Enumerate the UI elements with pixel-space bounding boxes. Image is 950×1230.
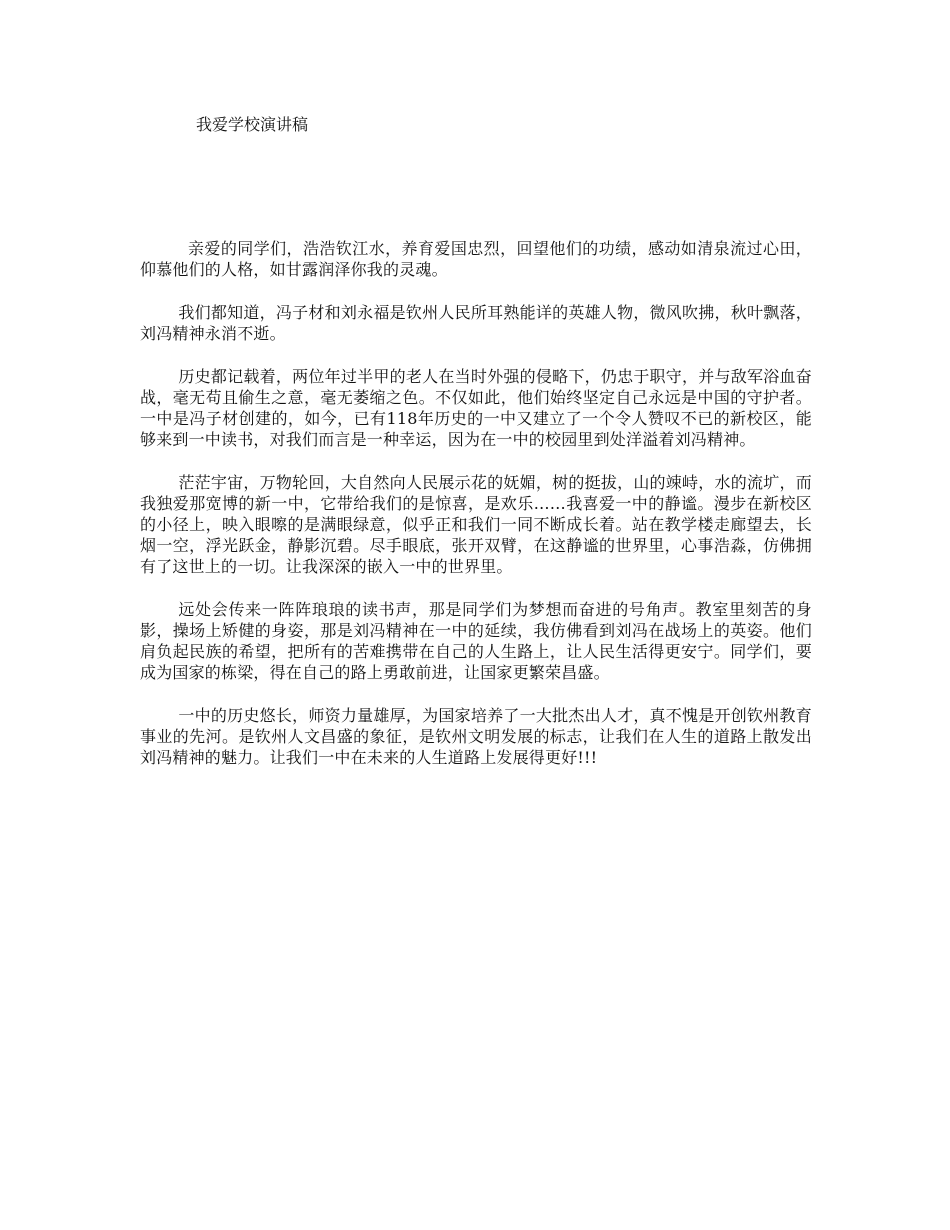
paragraph-1: 亲爱的同学们，浩浩钦江水，养育爱国忠烈，回望他们的功绩，感动如清泉流过心田，仰慕他们的人格，如甘露润泽你我的灵魂。 [140,239,812,279]
document-title: 我爱学校演讲稿 [196,115,309,134]
paragraph-2: 我们都知道，冯子材和刘永福是钦州人民所耳熟能详的英雄人物，微风吹拂，秋叶飘落，刘冯精神永消不逝。 [140,303,812,343]
paragraph-6: 一中的历史悠长，师资力量雄厚，为国家培养了一大批杰出人才，真不愧是开创钦州教育事业的先河。是钦州人文昌盛的象征，是钦州文明发展的标志，让我们在人生的道路上散发出刘冯精神的魅力。让我们一中在未来的人生道路上发展得更好!!! [140,706,812,767]
paragraph-3: 历史都记载着，两位年过半甲的老人在当时外强的侵略下，仍忠于职守，并与敌军浴血奋战，毫无苟且偷生之意，毫无萎缩之色。不仅如此，他们始终坚定自己永远是中国的守护者。一中是冯子材创建的，如今，已有118年历史的一中又建立了一个令人赞叹不已的新校区，能够来到一中读书，对我们而言是一种幸运，因为在一中的校园里到处洋溢着刘冯精神。 [140,367,812,449]
paragraph-5: 远处会传来一阵阵琅琅的读书声，那是同学们为梦想而奋进的号角声。教室里刻苦的身影，操场上矫健的身姿，那是刘冯精神在一中的延续，我仿佛看到刘冯在战场上的英姿。他们肩负起民族的希望，把所有的苦难携带在自己的人生路上，让人民生活得更安宁。同学们，要成为国家的栋梁，得在自己的路上勇敢前进，让国家更繁荣昌盛。 [140,600,812,682]
document-body [140,238,812,790]
paragraph-4: 茫茫宇宙，万物轮回，大自然向人民展示花的妩媚，树的挺拔，山的竦峙，水的流圹，而我独爱那宽博的新一中，它带给我们的是惊喜，是欢乐……我喜爱一中的静谧。漫步在新校区的小径上，映入眼嚓的是满眼绿意，似乎正和我们一同不断成长着。站在教学楼走廊望去，长烟一空，浮光跃金，静影沉碧。尽手眼底，张开双臂，在这静谧的世界里，心事浩淼，仿佛拥有了这世上的一切。让我深深的嵌入一中的世界里。 [140,473,812,576]
